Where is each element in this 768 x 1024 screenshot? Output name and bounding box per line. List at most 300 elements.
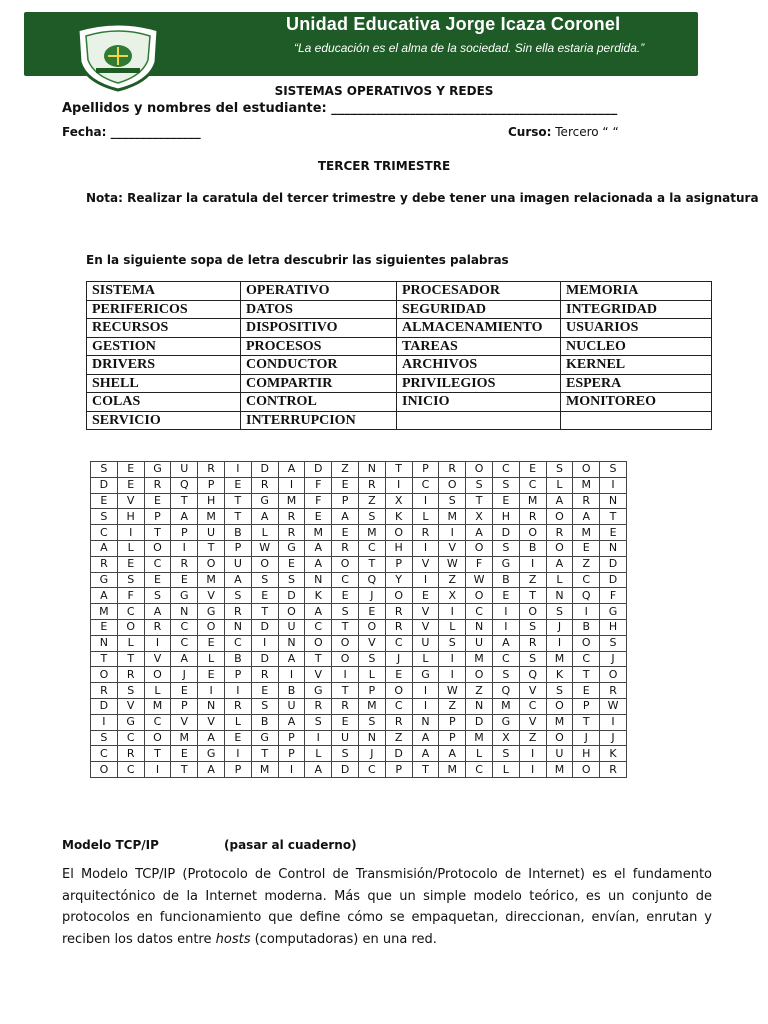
word-search-intro: En la siguiente sopa de letra descubrir las siguientes palabras [86,253,509,267]
grid-letter: X [492,730,519,746]
grid-letter: J [358,588,385,604]
grid-letter: M [439,509,466,525]
grid-letter: I [278,667,305,683]
course-label: Curso: [508,125,552,139]
grid-letter: O [466,667,493,683]
grid-letter: E [332,477,359,493]
grid-letter: U [412,635,439,651]
word-cell: RECURSOS [87,319,241,338]
grid-letter: R [519,509,546,525]
grid-letter: C [573,572,600,588]
grid-letter: L [251,525,278,541]
grid-letter: R [117,667,144,683]
grid-letter: S [91,462,118,478]
word-cell: DISPOSITIVO [241,319,397,338]
grid-letter: I [573,604,600,620]
grid-letter: M [466,730,493,746]
grid-letter: P [224,540,251,556]
grid-letter: C [492,651,519,667]
grid-letter: H [600,619,627,635]
grid-letter: A [573,509,600,525]
grid-letter: R [439,462,466,478]
grid-letter: S [278,572,305,588]
grid-letter: P [144,509,171,525]
grid-letter: N [305,572,332,588]
grid-letter: T [412,762,439,778]
grid-letter: W [439,683,466,699]
grid-letter: E [117,556,144,572]
grid-letter: D [91,698,118,714]
grid-letter: O [546,540,573,556]
grid-letter: L [224,714,251,730]
grid-letter: E [144,572,171,588]
grid-letter: N [600,540,627,556]
grid-letter: L [305,746,332,762]
grid-letter: G [412,667,439,683]
grid-letter: V [519,714,546,730]
grid-letter: R [385,604,412,620]
grid-letter: R [251,667,278,683]
grid-row [91,635,627,651]
grid-letter: N [224,619,251,635]
grid-letter: T [224,493,251,509]
grid-letter: E [600,525,627,541]
grid-letter: E [224,730,251,746]
grid-letter: W [251,540,278,556]
grid-letter: G [305,683,332,699]
grid-letter: C [358,762,385,778]
grid-letter: J [546,619,573,635]
grid-letter: O [91,762,118,778]
word-row [87,337,712,356]
grid-row [91,509,627,525]
grid-letter: C [358,540,385,556]
word-list-table [86,281,712,430]
grid-row [91,556,627,572]
grid-letter: U [278,619,305,635]
grid-letter: C [144,556,171,572]
grid-letter: X [439,588,466,604]
grid-row [91,746,627,762]
grid-letter: C [117,762,144,778]
tcp-paragraph-end: (computadoras) en una red. [250,931,437,947]
word-cell: TAREAS [397,337,561,356]
grid-row [91,477,627,493]
grid-letter: M [492,698,519,714]
grid-letter: D [600,556,627,572]
grid-row [91,604,627,620]
grid-letter: G [198,604,225,620]
grid-letter: S [117,683,144,699]
grid-letter: I [251,635,278,651]
grid-letter: T [224,509,251,525]
grid-letter: L [546,572,573,588]
grid-letter: A [171,509,198,525]
word-cell: ARCHIVOS [397,356,561,375]
grid-letter: I [412,683,439,699]
grid-letter: G [251,730,278,746]
word-row [87,411,712,430]
grid-letter: O [573,462,600,478]
school-motto: “La educación es el alma de la sociedad. Sin ella estaria perdida.” [294,41,645,55]
grid-letter: L [117,540,144,556]
grid-letter: V [198,714,225,730]
tcp-note: (pasar al cuaderno) [224,838,357,852]
grid-row [91,730,627,746]
grid-row [91,540,627,556]
grid-letter: U [546,746,573,762]
grid-letter: I [144,762,171,778]
grid-letter: M [251,762,278,778]
grid-letter: Z [332,462,359,478]
grid-letter: A [144,604,171,620]
grid-letter: E [117,462,144,478]
grid-letter: A [278,714,305,730]
grid-letter: J [385,651,412,667]
grid-letter: S [91,509,118,525]
grid-letter: R [278,525,305,541]
grid-letter: P [332,493,359,509]
grid-letter: Q [573,588,600,604]
grid-letter: I [385,477,412,493]
grid-letter: D [251,462,278,478]
grid-letter: V [412,619,439,635]
grid-letter: V [305,667,332,683]
grid-letter: M [546,651,573,667]
grid-letter: V [171,714,198,730]
grid-letter: A [224,572,251,588]
tcp-paragraph-text: El Modelo TCP/IP (Protocolo de Control de Transmisión/Protocolo de Internet) es el fundamento arquitectónico de la Internet moderna. Más que un simple modelo teórico, es un conjunto de protocolos en funcionamiento que define cómo se empaquetan, direccionan, envían, enrutan y reciben los datos entre [62,867,712,947]
grid-letter: L [492,762,519,778]
grid-letter: M [278,493,305,509]
grid-letter: A [305,540,332,556]
school-name: Unidad Educativa Jorge Icaza Coronel [286,14,621,34]
grid-letter: Z [466,683,493,699]
grid-letter: E [332,525,359,541]
grid-row [91,619,627,635]
grid-letter: M [144,698,171,714]
grid-letter: C [171,619,198,635]
grid-letter: R [573,493,600,509]
grid-letter: A [466,525,493,541]
grid-letter: Q [171,477,198,493]
grid-letter: A [412,730,439,746]
grid-letter: K [305,588,332,604]
grid-letter: M [573,477,600,493]
grid-row [91,493,627,509]
grid-letter: H [385,540,412,556]
grid-letter: S [332,746,359,762]
trimester-title: TERCER TRIMESTRE [317,159,451,173]
grid-letter: P [224,762,251,778]
grid-letter: R [251,477,278,493]
grid-letter: C [519,698,546,714]
grid-letter: L [358,667,385,683]
course-line [508,125,619,139]
grid-letter: S [144,588,171,604]
grid-letter: Q [492,683,519,699]
grid-letter: L [546,477,573,493]
grid-letter: P [171,698,198,714]
grid-letter: A [492,635,519,651]
grid-letter: P [198,477,225,493]
grid-letter: G [278,540,305,556]
grid-letter: S [224,588,251,604]
grid-row [91,572,627,588]
grid-letter: B [492,572,519,588]
grid-letter: T [358,556,385,572]
grid-letter: O [117,619,144,635]
grid-letter: E [171,572,198,588]
tcp-paragraph [62,864,712,950]
grid-letter: A [198,762,225,778]
grid-letter: C [492,462,519,478]
grid-letter: R [600,683,627,699]
grid-letter: I [305,730,332,746]
grid-letter: O [251,556,278,572]
grid-letter: V [117,493,144,509]
word-cell: COLAS [87,393,241,412]
grid-letter: S [358,509,385,525]
grid-letter: I [117,525,144,541]
grid-letter: S [466,477,493,493]
grid-letter: S [546,462,573,478]
grid-letter: W [466,572,493,588]
grid-letter: G [198,746,225,762]
grid-letter: G [251,493,278,509]
grid-letter: P [439,730,466,746]
grid-letter: E [492,588,519,604]
grid-letter: T [519,588,546,604]
grid-letter: B [251,714,278,730]
word-cell: CONDUCTOR [241,356,397,375]
grid-letter: S [305,714,332,730]
grid-letter: A [251,509,278,525]
grid-letter: Z [439,572,466,588]
grid-letter: F [117,588,144,604]
grid-letter: C [466,604,493,620]
grid-letter: N [358,730,385,746]
grid-letter: I [91,714,118,730]
grid-letter: A [305,556,332,572]
grid-letter: A [305,762,332,778]
grid-letter: R [600,762,627,778]
grid-letter: D [251,619,278,635]
grid-letter: X [385,493,412,509]
grid-letter: J [600,651,627,667]
grid-letter: L [439,619,466,635]
grid-letter: L [412,509,439,525]
grid-letter: R [91,556,118,572]
word-cell: INICIO [397,393,561,412]
grid-letter: L [412,651,439,667]
grid-letter: M [546,714,573,730]
grid-letter: O [332,635,359,651]
grid-letter: K [600,746,627,762]
grid-letter: D [492,525,519,541]
word-row [87,374,712,393]
grid-letter: U [278,698,305,714]
grid-letter: S [251,572,278,588]
word-cell: MEMORIA [561,282,712,301]
grid-letter: F [600,588,627,604]
word-cell [561,411,712,430]
grid-letter: N [278,635,305,651]
grid-letter: I [546,635,573,651]
grid-letter: V [519,683,546,699]
grid-letter: O [385,588,412,604]
grid-letter: O [198,556,225,572]
word-cell: SHELL [87,374,241,393]
grid-letter: I [600,714,627,730]
student-name-line: Apellidos y nombres del estudiante: ____________________________________________ [62,101,618,116]
grid-letter: E [198,667,225,683]
grid-letter: I [600,477,627,493]
grid-letter: T [573,714,600,730]
grid-letter: I [412,572,439,588]
grid-letter: T [600,509,627,525]
grid-letter: P [439,714,466,730]
grid-letter: O [600,667,627,683]
grid-letter: D [600,572,627,588]
word-cell: NUCLEO [561,337,712,356]
grid-letter: B [519,540,546,556]
grid-letter: G [171,588,198,604]
grid-letter: O [546,509,573,525]
grid-letter: S [251,698,278,714]
grid-letter: T [251,604,278,620]
grid-letter: A [546,493,573,509]
grid-letter: O [385,683,412,699]
grid-letter: O [573,762,600,778]
grid-letter: D [466,714,493,730]
grid-letter: O [573,635,600,651]
grid-letter: C [519,477,546,493]
grid-row [91,525,627,541]
word-cell: PRIVILEGIOS [397,374,561,393]
grid-letter: X [466,509,493,525]
grid-letter: C [91,525,118,541]
grid-letter: T [144,525,171,541]
grid-letter: C [412,477,439,493]
word-cell: COMPARTIR [241,374,397,393]
grid-letter: O [519,525,546,541]
grid-letter: S [332,604,359,620]
grid-letter: H [492,509,519,525]
grid-letter: T [144,746,171,762]
grid-letter: V [198,588,225,604]
grid-letter: T [117,651,144,667]
grid-letter: N [412,714,439,730]
grid-letter: E [519,462,546,478]
grid-letter: V [412,556,439,572]
grid-letter: W [600,698,627,714]
grid-letter: E [171,683,198,699]
grid-letter: T [171,493,198,509]
grid-letter: C [305,619,332,635]
grid-letter: I [519,746,546,762]
grid-letter: B [224,651,251,667]
grid-letter: J [171,667,198,683]
word-cell: CONTROL [241,393,397,412]
grid-letter: T [305,651,332,667]
grid-letter: I [519,556,546,572]
grid-row [91,462,627,478]
course-value: Tercero “ “ [551,125,619,139]
grid-letter: H [117,509,144,525]
grid-letter: M [358,525,385,541]
grid-letter: C [117,604,144,620]
grid-letter: M [198,572,225,588]
grid-letter: O [466,462,493,478]
grid-letter: I [224,462,251,478]
grid-letter: O [144,667,171,683]
grid-letter: T [385,462,412,478]
grid-letter: T [198,540,225,556]
grid-letter: T [91,651,118,667]
grid-letter: R [358,477,385,493]
grid-letter: I [412,540,439,556]
grid-letter: R [278,509,305,525]
grid-letter: E [278,556,305,572]
grid-letter: A [278,651,305,667]
grid-letter: I [519,762,546,778]
grid-row [91,651,627,667]
word-cell: PERIFERICOS [87,300,241,319]
grid-letter: R [519,635,546,651]
grid-row [91,683,627,699]
grid-letter: O [91,667,118,683]
grid-letter: N [198,698,225,714]
grid-letter: A [439,746,466,762]
grid-letter: E [117,477,144,493]
grid-letter: N [358,462,385,478]
grid-letter: I [412,493,439,509]
word-row [87,356,712,375]
grid-letter: K [385,509,412,525]
grid-letter: L [144,683,171,699]
grid-letter: A [171,651,198,667]
grid-letter: I [224,683,251,699]
grid-letter: C [466,762,493,778]
grid-letter: I [492,619,519,635]
grid-row [91,588,627,604]
grid-letter: C [385,635,412,651]
grid-letter: I [332,667,359,683]
grid-letter: E [573,540,600,556]
grid-letter: E [198,635,225,651]
grid-letter: E [251,588,278,604]
grid-letter: T [332,619,359,635]
grid-letter: U [466,635,493,651]
word-row [87,319,712,338]
grid-letter: K [546,667,573,683]
grid-letter: C [171,635,198,651]
grid-letter: S [358,651,385,667]
grid-letter: R [332,540,359,556]
grid-letter: S [439,493,466,509]
grid-letter: T [171,762,198,778]
grid-row [91,762,627,778]
grid-letter: J [573,730,600,746]
grid-letter: R [385,714,412,730]
grid-letter: P [278,746,305,762]
word-cell: SERVICIO [87,411,241,430]
grid-letter: I [171,540,198,556]
grid-letter: I [439,651,466,667]
grid-letter: P [412,462,439,478]
grid-letter: F [466,556,493,572]
